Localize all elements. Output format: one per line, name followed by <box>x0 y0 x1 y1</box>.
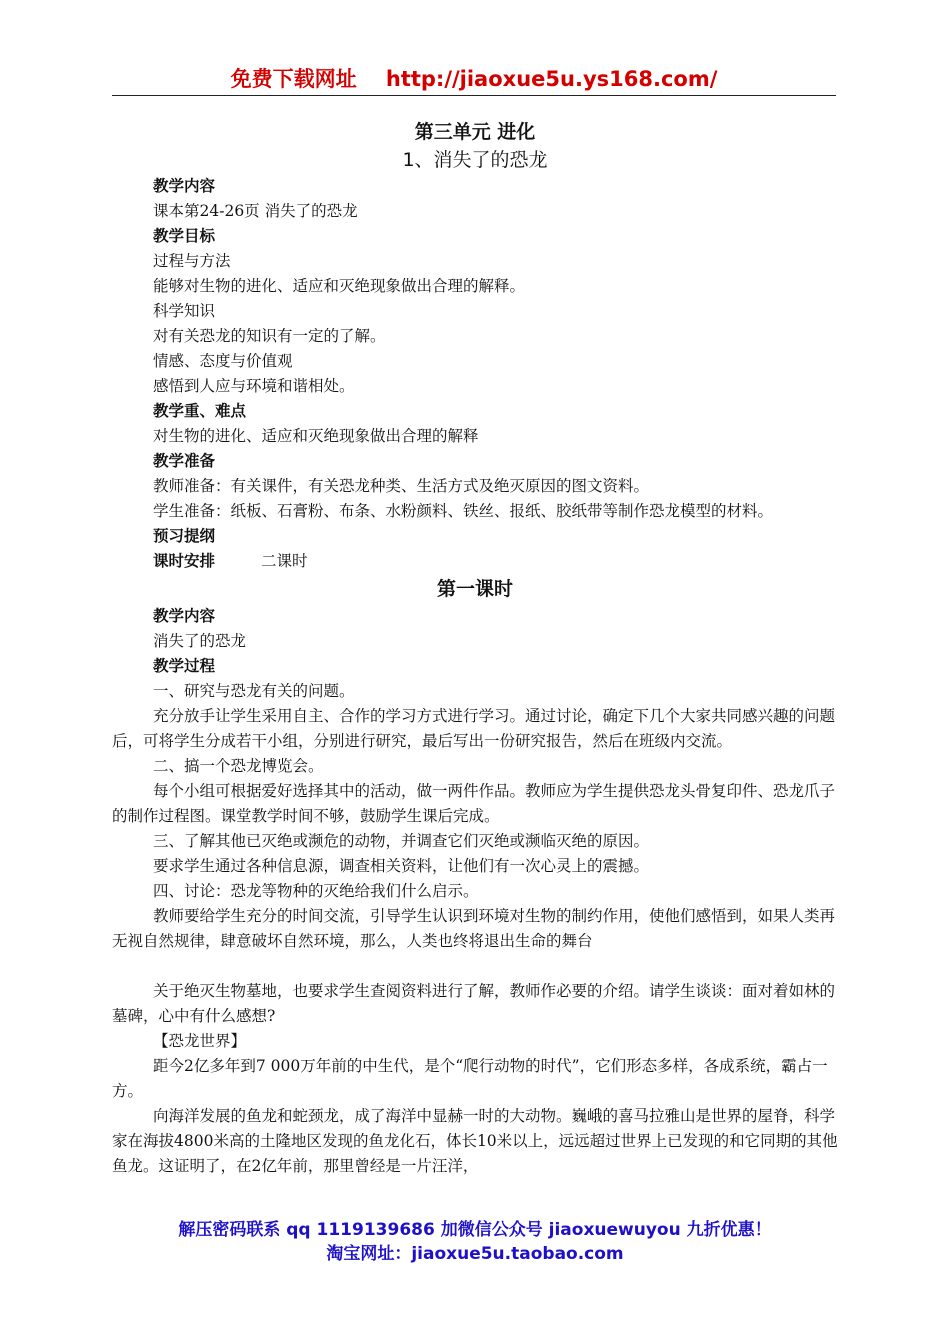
paragraph: 能够对生物的进化、适应和灭绝现象做出合理的解释。 <box>153 277 526 295</box>
paragraph: 课本第24-26页 消失了的恐龙 <box>153 202 358 220</box>
paragraph: 要求学生通过各种信息源，调查相关资料，让他们有一次心灵上的震撼。 <box>153 857 650 875</box>
blank-line <box>112 954 838 979</box>
section-heading: 教学重、难点 <box>153 402 247 420</box>
section-heading: 教学准备 <box>153 452 216 470</box>
paragraph: 距今2亿多年到7 000万年前的中生代，是个“爬行动物的时代”，它们形态多样，各成系统，霸占一方。 <box>112 1057 828 1100</box>
paragraph: 过程与方法 <box>153 252 231 270</box>
lesson-title: 1、消失了的恐龙 <box>402 149 548 171</box>
schedule-label: 课时安排 <box>153 552 216 570</box>
section-heading: 教学过程 <box>153 657 216 675</box>
footer-shop-link[interactable]: 淘宝网址：jiaoxue5u.taobao.com <box>326 1244 624 1264</box>
paragraph: 教师要给学生充分的时间交流，引导学生认识到环境对生物的制约作用，使他们感悟到，如果人类再无视自然规律，肆意破坏自然环境，那么，人类也终将退出生命的舞台 <box>112 907 836 950</box>
paragraph: 每个小组可根据爱好选择其中的活动，做一两件作品。教师应为学生提供恐龙头骨复印件、恐龙爪子的制作过程图。课堂教学时间不够，鼓励学生课后完成。 <box>112 782 836 825</box>
page-header-link[interactable]: 免费下载网址 http://jiaoxue5u.ys168.com/ <box>112 64 836 96</box>
paragraph: 【恐龙世界】 <box>153 1032 247 1050</box>
paragraph: 教师准备：有关课件，有关恐龙种类、生活方式及绝灭原因的图文资料。 <box>153 477 650 495</box>
section-heading: 预习提纲 <box>153 527 216 545</box>
footer-contact-line[interactable]: 解压密码联系 qq 1119139686 加微信公众号 jiaoxuewuyou 九折优惠！ <box>178 1220 772 1240</box>
schedule-value: 二课时 <box>261 552 308 570</box>
paragraph: 三、了解其他已灭绝或濒危的动物，并调查它们灭绝或濒临灭绝的原因。 <box>153 832 650 850</box>
paragraph: 向海洋发展的鱼龙和蛇颈龙，成了海洋中显赫一时的大动物。巍峨的喜马拉雅山是世界的屋脊，科学家在海拔4800米高的土隆地区发现的鱼龙化石，体长10米以上，远远超过世界上已发现的和它同期的其他鱼龙。这证明了，在2亿年前，那里曾经是一片汪洋， <box>112 1107 838 1175</box>
schedule-line <box>112 549 838 574</box>
paragraph: 充分放手让学生采用自主、合作的学习方式进行学习。通过讨论，确定下几个大家共同感兴趣的问题后，可将学生分成若干小组，分别进行研究，最后写出一份研究报告，然后在班级内交流。 <box>112 707 836 750</box>
unit-title: 第三单元 进化 <box>414 121 536 143</box>
section-heading: 教学内容 <box>153 177 216 195</box>
paragraph: 情感、态度与价值观 <box>153 352 293 370</box>
document-body <box>112 118 838 1179</box>
paragraph: 感悟到人应与环境和谐相处。 <box>153 377 355 395</box>
paragraph: 对有关恐龙的知识有一定的了解。 <box>153 327 386 345</box>
paragraph: 消失了的恐龙 <box>153 632 247 650</box>
section-heading: 教学目标 <box>153 227 216 245</box>
paragraph: 学生准备：纸板、石膏粉、布条、水粉颜料、铁丝、报纸、胶纸带等制作恐龙模型的材料。 <box>153 502 774 520</box>
paragraph: 关于绝灭生物墓地，也要求学生查阅资料进行了解，教师作必要的介绍。请学生谈谈：面对着如林的墓碑，心中有什么感想? <box>112 982 836 1025</box>
paragraph: 四、讨论：恐龙等物种的灭绝给我们什么启示。 <box>153 882 479 900</box>
paragraph: 对生物的进化、适应和灭绝现象做出合理的解释 <box>153 427 479 445</box>
section-heading: 教学内容 <box>153 607 216 625</box>
paragraph: 一、研究与恐龙有关的问题。 <box>153 682 355 700</box>
page-footer <box>0 1218 950 1266</box>
paragraph: 科学知识 <box>153 302 216 320</box>
lesson-period-title: 第一课时 <box>436 578 513 600</box>
paragraph: 二、搞一个恐龙博览会。 <box>153 757 324 775</box>
